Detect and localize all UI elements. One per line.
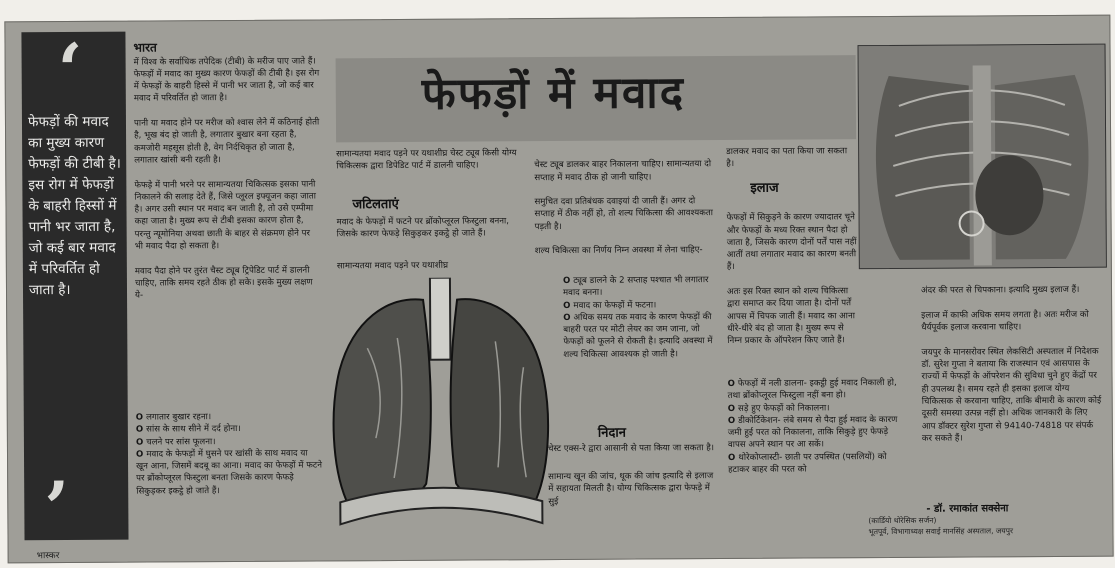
col1-para-3: फेफड़े में पानी भरने पर सामान्यतया चिकित्सक इसका पानी निकालने की सलाह देते हैं, जिसे प्लूरल इफ्यूजन कहा जाता है। अगर उसी स्थान पर मवाद बन जाती है, तो उसे एम्पीमा कहा जाता है। मुख्य रूप से टीबी इसका कारण होता है, परन्तु न्यूमोनिया अथवा छाती के बाहर से संक्रमण होने पर भी मवाद पैदा हो सकता है। xyxy=(134,179,316,252)
list-item: O मवाद के फेफड़ों में घुसने पर खांसी के साथ मवाद या खून आना, जिसमें बदबू का आना। मवाद का फेफड़ों में फटने पर ब्रोंकोप्लूरल फिस्टुला बनता जिसके कारण फेफड़े सिकुड़कर इकट्ठे हो जाते हैं। xyxy=(136,447,322,497)
footer-text: भास्कर xyxy=(36,551,60,562)
col3-text xyxy=(534,146,717,271)
col2-para-1: सामान्यतया मवाद पड़ने पर यथाशीघ्र चेस्ट ट्यूब किसी योग्य चिकित्सक द्वारा डिपेडिट पार्ट में डालनी चाहिए। xyxy=(336,148,517,172)
col3-para-1: चेस्ट ट्यूब डालकर बाहर निकालना चाहिए। सामान्यतया दो सप्ताह में मवाद ठीक हो जानी चाहिए। xyxy=(534,159,712,183)
author-byline: - डॉ. रमाकांत सक्सेना xyxy=(926,503,1009,515)
author-affiliation xyxy=(868,514,1108,537)
col3-para-4: चेस्ट एक्स-रे द्वारा आसानी से पता किया जा सकता है। xyxy=(547,443,715,455)
col3-para-3: शल्य चिकित्सा का निर्णय निम्न अवस्था में लेना चाहिए- xyxy=(534,245,703,257)
pull-quote-text: फेफड़ों की मवाद का मुख्य कारण फेफड़ों की टीबी है। इस रोग में फेफड़ों के बाहरी हिस्सों में पानी भर जाता है, जो कई बार मवाद में परिवर्तित हो जाता है। xyxy=(27,113,121,299)
list-item: O लगातार बुखार रहना। xyxy=(136,410,322,423)
col3-para-2: समुचित दवा प्रतिबंधक दवाइयां दी जाती हैं। अगर दो सप्ताह में ठीक नहीं हो, तो शल्य चिकित्सा की आवश्यकता पड़ती है। xyxy=(534,196,713,232)
col3-heading: निदान xyxy=(597,425,627,441)
list-item: O मवाद का फेफड़ों में फटना। xyxy=(563,299,719,312)
col5-text xyxy=(921,272,1102,499)
col4-heading: इलाज xyxy=(750,180,779,196)
col3-para-5: सामान्य खून की जांच, थूक की जांच इत्यादि से इलाज में सहायता मिलती है। योग्य चिकित्सक द्वारा फेफड़े में सुई xyxy=(548,471,714,507)
list-item: O सांस के साथ सीने में दर्द होना। xyxy=(136,423,322,436)
list-item: O चलने पर सांस फूलना। xyxy=(136,435,322,448)
col4-para-3: अतः इस रिक्त स्थान को शल्य चिकित्सा द्वारा समाप्त कर दिया जाता है। दोनों पर्तें आपस में चिपक जाती हैं। मवाद का आना धीरे-धीरे बंद हो जाता है। मुख्य रूप से निम्न प्रकार के ऑपरेशन किए जाते हैं। xyxy=(726,286,855,347)
list-item: O ट्यूब डालने के 2 सप्ताह पश्चात भी लगातार मवाद बनना। xyxy=(563,274,719,300)
col1-text xyxy=(133,28,321,427)
col5-para-1: अंदर की परत से चिपकाना। इत्यादि मुख्य इलाज हैं। xyxy=(920,285,1080,297)
col4-para-2: फेफड़ों में सिकुड़ने के कारण ज्यादातर चूने और फेफड़ों के मध्य रिक्त स्थान पैदा हो जाता है, जिसके कारण दोनों पर्तें पास नहीं आतीं तथा लगातार मवाद का कारण बनती हैं। xyxy=(726,212,857,273)
col5-para-3: जयपुर के मानसरोवर स्थित लेकसिटी अस्पताल में निदेशक डॉ. सुरेश गुप्ता ने बताया कि राजस्थान एवं आसपास के राज्यों में फेफड़ों के ऑपरेशन की सुविधा चुने हुए केंद्रों पर ही उपलब्ध है। समय रहते ही इसका इलाज योग्य चिकित्सक से करवाना चाहिए, ताकि बीमारी के कारण कोई दूसरी समस्या उत्पन्न नहीं हो। अधिक जानकारी के लिए आप डॉक्टर सुरेश गुप्ता से 94140-74818 पर संपर्क कर सकते हैं। xyxy=(921,346,1102,444)
lungs-illustration xyxy=(327,277,555,546)
pull-quote-box xyxy=(21,26,128,551)
col2-para-2: मवाद के फेफड़ों में फटने पर ब्रोंकोप्लूरल फिस्टुला बनना, जिसके कारण फेफड़े सिकुड़कर इकट्ठे हो जाते हैं। xyxy=(336,216,510,240)
headline: फेफड़ों में मवाद xyxy=(421,67,686,120)
col4-text xyxy=(726,199,857,372)
chest-illustration xyxy=(858,44,1107,270)
quote-close-mark: ’ xyxy=(44,464,70,551)
col2-heading: जटिलताएं xyxy=(352,196,399,213)
list-item: O फेफड़ों में नली डालना- इकट्ठी हुई मवाद निकाली हो, तथा ब्रोंकोप्लूरल फिस्टुला नहीं बना हो। xyxy=(728,377,908,403)
quote-open-mark: ‘ xyxy=(57,26,83,113)
col1-lead-word: भारत xyxy=(133,40,157,55)
col4-operation-list xyxy=(728,377,909,476)
affiliation-line-2: भूतपूर्व, विभागाध्यक्ष सवाई मानसिंह अस्पताल, जयपुर xyxy=(868,526,1014,537)
col2-para-3: सामान्यतया मवाद पड़ने पर यथाशीघ्र xyxy=(336,260,449,272)
list-item: O थोरेकोप्लास्टी- छाती पर उपस्थित (पसलियों) को हटाकर बाहर की परत को xyxy=(728,451,908,477)
col5-para-2: इलाज में काफी अधिक समय लगता है। अतः मरीज को धैर्यपूर्वक इलाज करवाना चाहिए। xyxy=(921,309,1089,333)
col4-para-1: डालकर मवाद का पता किया जा सकता है। xyxy=(726,146,848,170)
newspaper-clipping xyxy=(4,15,1113,564)
col1-para-1: में विश्व के सर्वाधिक तपेदिक (टीबी) के मरीज पाए जाते हैं। फेफड़ों में मवाद का मुख्य कारण फेफड़ों की टीबी है। इस रोग में फेफड़ों के बाहरी हिस्से में पानी भर जाता है, जो कई बार मवाद में परिवर्तित हो जाता है। xyxy=(133,56,320,105)
list-item: O सड़े हुए फेफड़ों को निकालना। xyxy=(728,401,908,414)
col1-para-2: पानी या मवाद होने पर मरीज को श्वास लेने में कठिनाई होती है, भूख बंद हो जाती है, लगातार बुखार बना रहता है, कमजोरी महसूस होती है, वेग निर्दचिकृत हो जाता है, लगातार खांसी बनी रहती है। xyxy=(133,117,320,166)
col1-symptom-list xyxy=(136,410,323,497)
list-item: O अधिक समय तक मवाद के कारण फेफड़ों की बाहरी परत पर मोटी लेयर का जम जाना, जो फेफड़ों को फूलने से रोकती है। इत्यादि अवस्था में शल्य चिकित्सा आवश्यक हो जाती है। xyxy=(563,311,719,361)
col3-condition-list xyxy=(563,274,720,361)
col1-para-4: मवाद पैदा होने पर तुरंत चैस्ट ट्यूब ट्रिपेडिट पार्ट में डालनी चाहिए, ताकि समय रहते ठीक हो सके। इसके मुख्य लक्षण ये- xyxy=(134,265,313,301)
list-item: O डीकोर्टिकेशन- लंबे समय से पैदा हुई मवाद के कारण जमी हुई परत को निकालना, ताकि सिकुड़े हुए फेफड़े वापस अपने स्थान पर आ सकें। xyxy=(728,414,908,452)
affiliation-line-1: (कार्डियो थोरेसिक सर्जन) xyxy=(868,515,937,526)
